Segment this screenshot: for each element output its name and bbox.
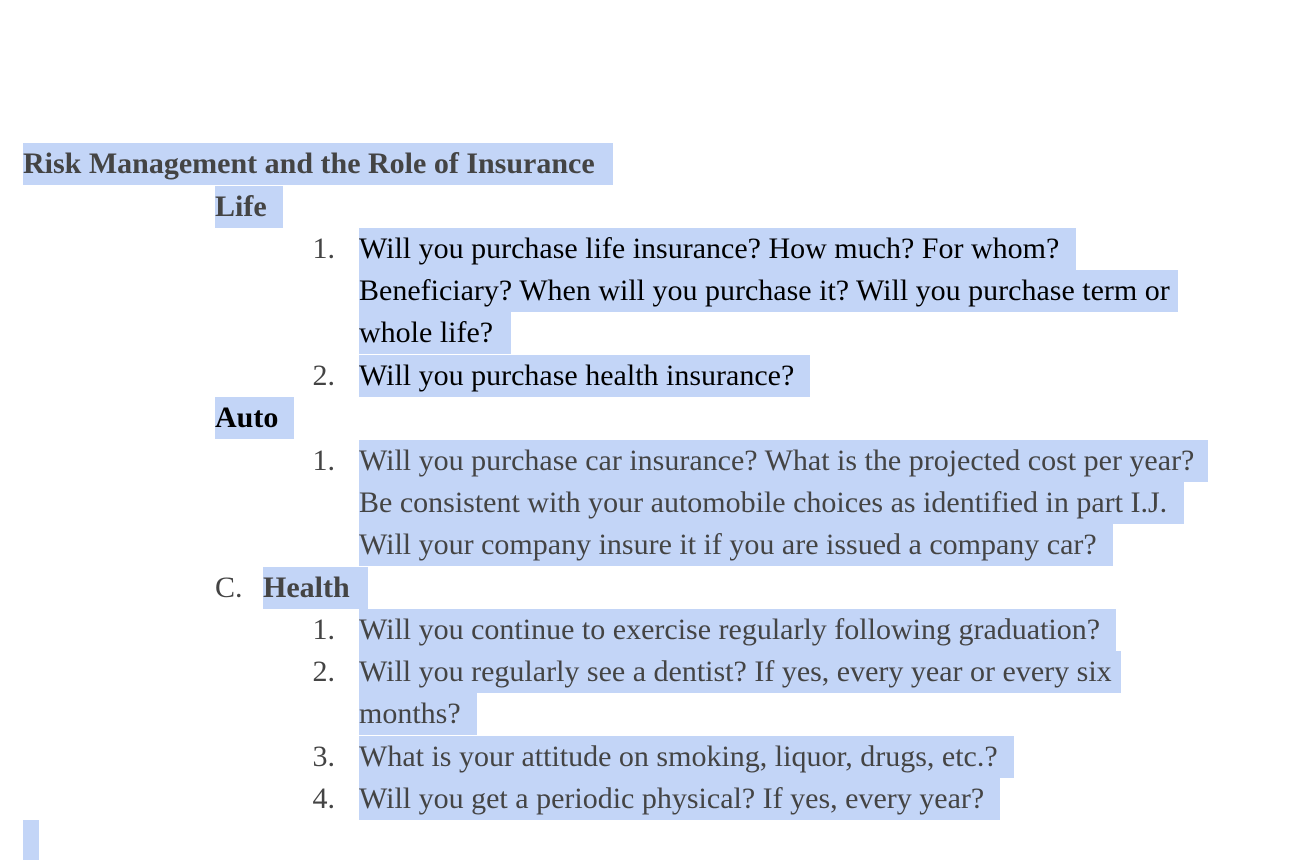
list-item-line[interactable]	[359, 228, 1076, 270]
list-item-text[interactable]: Beneficiary? When will you purchase it? Will you purchase term or	[359, 270, 1178, 312]
empty-paragraph-selection[interactable]	[23, 820, 39, 860]
list-item-text[interactable]: whole life?	[359, 312, 511, 354]
list-item-text[interactable]: Will you get a periodic physical? If yes, every year?	[359, 778, 1000, 820]
list-item-line[interactable]	[359, 609, 1116, 651]
list-item-text[interactable]: Will you continue to exercise regularly following graduation?	[359, 609, 1116, 651]
list-item-line[interactable]	[359, 270, 1178, 312]
list-item-text[interactable]: Will you purchase health insurance?	[359, 355, 810, 397]
list-marker: 1.	[312, 444, 335, 477]
section-heading-text[interactable]: Life	[215, 186, 283, 228]
list-item-text[interactable]: Will you purchase car insurance? What is the projected cost per year?	[359, 440, 1208, 482]
list-item-text[interactable]: Be consistent with your automobile choices as identified in part I.J.	[359, 482, 1184, 524]
list-marker: 4.	[312, 782, 335, 815]
list-marker: 1.	[312, 613, 335, 646]
section-heading-auto[interactable]	[215, 397, 294, 439]
list-item-line[interactable]	[359, 778, 1000, 820]
section-heading-text[interactable]: Health	[263, 567, 368, 609]
list-marker: 1.	[312, 232, 335, 265]
list-item-text[interactable]: Will you purchase life insurance? How much? For whom?	[359, 228, 1076, 270]
list-item-line[interactable]	[359, 355, 810, 397]
section-heading-health[interactable]	[263, 567, 368, 609]
list-item-line[interactable]	[359, 736, 1014, 778]
list-marker: 3.	[312, 740, 335, 773]
section-heading-life[interactable]	[215, 186, 283, 228]
document-title-line[interactable]	[23, 143, 613, 185]
section-heading-text[interactable]: Auto	[215, 397, 294, 439]
list-item-line[interactable]	[359, 312, 511, 354]
list-item-line[interactable]	[359, 693, 477, 735]
section-marker: C.	[215, 571, 243, 604]
list-item-text[interactable]: Will you regularly see a dentist? If yes, every year or every six	[359, 651, 1121, 693]
document-title[interactable]: Risk Management and the Role of Insurance	[23, 143, 613, 185]
list-item-text[interactable]: months?	[359, 693, 477, 735]
list-item-line[interactable]	[359, 524, 1113, 566]
list-marker: 2.	[312, 359, 335, 392]
list-item-text[interactable]: What is your attitude on smoking, liquor, drugs, etc.?	[359, 736, 1014, 778]
list-item-line[interactable]	[359, 482, 1184, 524]
list-item-line[interactable]	[359, 440, 1208, 482]
list-item-text[interactable]: Will your company insure it if you are issued a company car?	[359, 524, 1113, 566]
list-item-line[interactable]	[359, 651, 1121, 693]
list-marker: 2.	[312, 655, 335, 688]
